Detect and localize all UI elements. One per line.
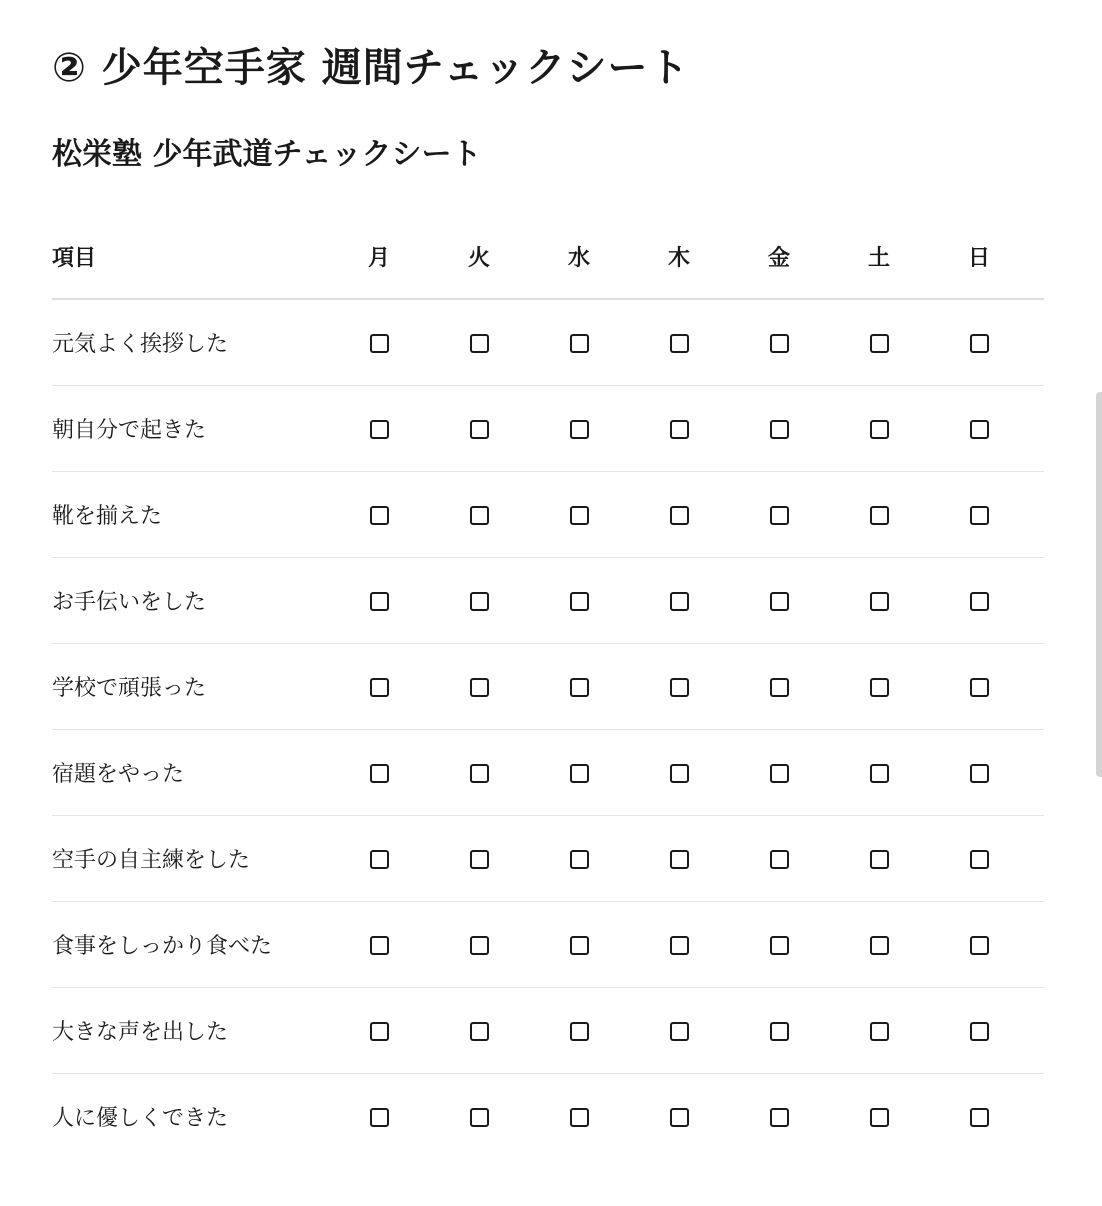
row-spacer xyxy=(1029,1074,1044,1160)
row-spacer xyxy=(1029,644,1044,730)
item-label: 空手の自主練をした xyxy=(52,816,329,902)
check-cell-fri xyxy=(729,988,829,1074)
table-row xyxy=(52,1074,1044,1160)
checkbox-sun[interactable] xyxy=(970,764,989,783)
checkbox-fri[interactable] xyxy=(770,506,789,525)
checkbox-sat[interactable] xyxy=(870,334,889,353)
table-row xyxy=(52,644,1044,730)
checkbox-sat[interactable] xyxy=(870,936,889,955)
table-header xyxy=(52,214,1044,299)
check-cell-sat xyxy=(829,558,929,644)
check-cell-fri xyxy=(729,472,829,558)
row-spacer xyxy=(1029,386,1044,472)
check-cell-mon xyxy=(329,816,429,902)
row-spacer xyxy=(1029,472,1044,558)
check-cell-wed xyxy=(529,644,629,730)
check-cell-fri xyxy=(729,902,829,988)
checkbox-tue[interactable] xyxy=(470,678,489,697)
check-cell-tue xyxy=(429,816,529,902)
table-row xyxy=(52,988,1044,1074)
checkbox-sun[interactable] xyxy=(970,1022,989,1041)
row-spacer xyxy=(1029,816,1044,902)
check-cell-fri xyxy=(729,644,829,730)
checkbox-thu[interactable] xyxy=(670,936,689,955)
check-cell-fri xyxy=(729,1074,829,1160)
check-cell-tue xyxy=(429,988,529,1074)
table-row xyxy=(52,558,1044,644)
row-spacer xyxy=(1029,558,1044,644)
checkbox-wed[interactable] xyxy=(570,334,589,353)
check-cell-mon xyxy=(329,902,429,988)
check-cell-sat xyxy=(829,386,929,472)
checkbox-mon[interactable] xyxy=(370,592,389,611)
checkbox-thu[interactable] xyxy=(670,334,689,353)
check-cell-thu xyxy=(629,386,729,472)
checkbox-sun[interactable] xyxy=(970,420,989,439)
checkbox-mon[interactable] xyxy=(370,764,389,783)
checkbox-sat[interactable] xyxy=(870,506,889,525)
checkbox-fri[interactable] xyxy=(770,334,789,353)
item-label: 食事をしっかり食べた xyxy=(52,902,329,988)
checkbox-fri[interactable] xyxy=(770,936,789,955)
check-cell-thu xyxy=(629,816,729,902)
checkbox-tue[interactable] xyxy=(470,420,489,439)
check-cell-thu xyxy=(629,902,729,988)
checkbox-sat[interactable] xyxy=(870,1022,889,1041)
checkbox-sun[interactable] xyxy=(970,678,989,697)
checkbox-wed[interactable] xyxy=(570,850,589,869)
checkbox-sun[interactable] xyxy=(970,936,989,955)
check-cell-thu xyxy=(629,644,729,730)
check-cell-fri xyxy=(729,386,829,472)
checkbox-sat[interactable] xyxy=(870,420,889,439)
checkbox-tue[interactable] xyxy=(470,506,489,525)
checkbox-fri[interactable] xyxy=(770,1022,789,1041)
check-cell-tue xyxy=(429,1074,529,1160)
check-cell-wed xyxy=(529,472,629,558)
check-cell-thu xyxy=(629,988,729,1074)
check-cell-mon xyxy=(329,472,429,558)
checkbox-thu[interactable] xyxy=(670,506,689,525)
checkbox-wed[interactable] xyxy=(570,506,589,525)
check-cell-sun xyxy=(929,902,1029,988)
check-cell-tue xyxy=(429,558,529,644)
check-cell-mon xyxy=(329,299,429,386)
check-cell-tue xyxy=(429,472,529,558)
checkbox-tue[interactable] xyxy=(470,1022,489,1041)
check-cell-thu xyxy=(629,472,729,558)
checkbox-sun[interactable] xyxy=(970,506,989,525)
checkbox-fri[interactable] xyxy=(770,678,789,697)
checkbox-wed[interactable] xyxy=(570,936,589,955)
check-cell-tue xyxy=(429,386,529,472)
item-label: 宿題をやった xyxy=(52,730,329,816)
day-header-mon: 月 xyxy=(329,214,429,299)
checkbox-thu[interactable] xyxy=(670,764,689,783)
check-cell-wed xyxy=(529,902,629,988)
checkbox-tue[interactable] xyxy=(470,850,489,869)
check-cell-wed xyxy=(529,386,629,472)
check-cell-mon xyxy=(329,730,429,816)
check-cell-sun xyxy=(929,644,1029,730)
check-cell-tue xyxy=(429,299,529,386)
weekly-checklist-table xyxy=(52,214,1044,1159)
table-row xyxy=(52,299,1044,386)
table-row xyxy=(52,472,1044,558)
page-title: ② 少年空手家 週間チェックシート xyxy=(52,45,690,91)
check-cell-fri xyxy=(729,299,829,386)
check-cell-mon xyxy=(329,1074,429,1160)
check-cell-wed xyxy=(529,1074,629,1160)
checkbox-sun[interactable] xyxy=(970,592,989,611)
table-row xyxy=(52,386,1044,472)
check-cell-sun xyxy=(929,299,1029,386)
checkbox-tue[interactable] xyxy=(470,936,489,955)
checkbox-thu[interactable] xyxy=(670,1108,689,1127)
checkbox-mon[interactable] xyxy=(370,334,389,353)
checkbox-thu[interactable] xyxy=(670,678,689,697)
checkbox-mon[interactable] xyxy=(370,1108,389,1127)
checkbox-sat[interactable] xyxy=(870,592,889,611)
check-cell-wed xyxy=(529,558,629,644)
check-cell-sat xyxy=(829,1074,929,1160)
check-cell-wed xyxy=(529,730,629,816)
day-header-thu: 木 xyxy=(629,214,729,299)
header-row xyxy=(52,214,1044,299)
checkbox-wed[interactable] xyxy=(570,1022,589,1041)
table-row xyxy=(52,816,1044,902)
check-cell-fri xyxy=(729,730,829,816)
checkbox-thu[interactable] xyxy=(670,1022,689,1041)
check-cell-tue xyxy=(429,902,529,988)
checkbox-fri[interactable] xyxy=(770,850,789,869)
row-spacer xyxy=(1029,299,1044,386)
item-column-header: 項目 xyxy=(52,214,329,299)
checkbox-tue[interactable] xyxy=(470,764,489,783)
check-cell-sat xyxy=(829,730,929,816)
check-cell-sun xyxy=(929,472,1029,558)
checkbox-wed[interactable] xyxy=(570,678,589,697)
check-cell-fri xyxy=(729,816,829,902)
checkbox-sat[interactable] xyxy=(870,1108,889,1127)
checkbox-tue[interactable] xyxy=(470,334,489,353)
checkbox-mon[interactable] xyxy=(370,850,389,869)
checkbox-wed[interactable] xyxy=(570,420,589,439)
check-cell-mon xyxy=(329,644,429,730)
check-cell-sat xyxy=(829,472,929,558)
checkbox-sun[interactable] xyxy=(970,850,989,869)
checkbox-mon[interactable] xyxy=(370,420,389,439)
check-cell-tue xyxy=(429,644,529,730)
check-cell-sat xyxy=(829,644,929,730)
check-cell-mon xyxy=(329,558,429,644)
item-label: 学校で頑張った xyxy=(52,644,329,730)
check-cell-mon xyxy=(329,386,429,472)
check-cell-thu xyxy=(629,730,729,816)
check-cell-sat xyxy=(829,902,929,988)
item-label: 靴を揃えた xyxy=(52,472,329,558)
day-header-wed: 水 xyxy=(529,214,629,299)
check-cell-sun xyxy=(929,816,1029,902)
day-header-sat: 土 xyxy=(829,214,929,299)
check-cell-sun xyxy=(929,386,1029,472)
table-row xyxy=(52,902,1044,988)
check-cell-thu xyxy=(629,1074,729,1160)
checkbox-tue[interactable] xyxy=(470,592,489,611)
check-cell-wed xyxy=(529,299,629,386)
check-cell-sun xyxy=(929,1074,1029,1160)
checkbox-sat[interactable] xyxy=(870,764,889,783)
check-cell-tue xyxy=(429,730,529,816)
day-header-sun: 日 xyxy=(929,214,1029,299)
check-cell-sat xyxy=(829,816,929,902)
check-cell-mon xyxy=(329,988,429,1074)
table-row xyxy=(52,730,1044,816)
checkbox-mon[interactable] xyxy=(370,506,389,525)
checkbox-mon[interactable] xyxy=(370,678,389,697)
checkbox-mon[interactable] xyxy=(370,1022,389,1041)
header-spacer xyxy=(1029,214,1044,299)
checkbox-sat[interactable] xyxy=(870,850,889,869)
scrollbar[interactable] xyxy=(1096,392,1102,777)
day-header-fri: 金 xyxy=(729,214,829,299)
checkbox-sun[interactable] xyxy=(970,334,989,353)
checkbox-wed[interactable] xyxy=(570,764,589,783)
checkbox-sat[interactable] xyxy=(870,678,889,697)
check-cell-wed xyxy=(529,988,629,1074)
check-cell-thu xyxy=(629,299,729,386)
checkbox-thu[interactable] xyxy=(670,850,689,869)
item-label: 元気よく挨拶した xyxy=(52,299,329,386)
row-spacer xyxy=(1029,730,1044,816)
checkbox-tue[interactable] xyxy=(470,1108,489,1127)
checkbox-wed[interactable] xyxy=(570,1108,589,1127)
day-header-tue: 火 xyxy=(429,214,529,299)
row-spacer xyxy=(1029,902,1044,988)
checkbox-thu[interactable] xyxy=(670,592,689,611)
checkbox-fri[interactable] xyxy=(770,420,789,439)
checkbox-wed[interactable] xyxy=(570,592,589,611)
check-cell-sat xyxy=(829,988,929,1074)
sheet-subtitle: 松栄塾 少年武道チェックシート xyxy=(52,137,482,172)
checkbox-fri[interactable] xyxy=(770,764,789,783)
checkbox-fri[interactable] xyxy=(770,592,789,611)
check-cell-sun xyxy=(929,730,1029,816)
checkbox-sun[interactable] xyxy=(970,1108,989,1127)
check-cell-sun xyxy=(929,558,1029,644)
table-body xyxy=(52,299,1044,1159)
checkbox-mon[interactable] xyxy=(370,936,389,955)
item-label: 大きな声を出した xyxy=(52,988,329,1074)
checkbox-thu[interactable] xyxy=(670,420,689,439)
check-cell-sun xyxy=(929,988,1029,1074)
item-label: お手伝いをした xyxy=(52,558,329,644)
row-spacer xyxy=(1029,988,1044,1074)
check-cell-fri xyxy=(729,558,829,644)
check-cell-thu xyxy=(629,558,729,644)
check-cell-wed xyxy=(529,816,629,902)
check-cell-sat xyxy=(829,299,929,386)
item-label: 人に優しくできた xyxy=(52,1106,229,1131)
item-label: 朝自分で起きた xyxy=(52,386,329,472)
checkbox-fri[interactable] xyxy=(770,1108,789,1127)
